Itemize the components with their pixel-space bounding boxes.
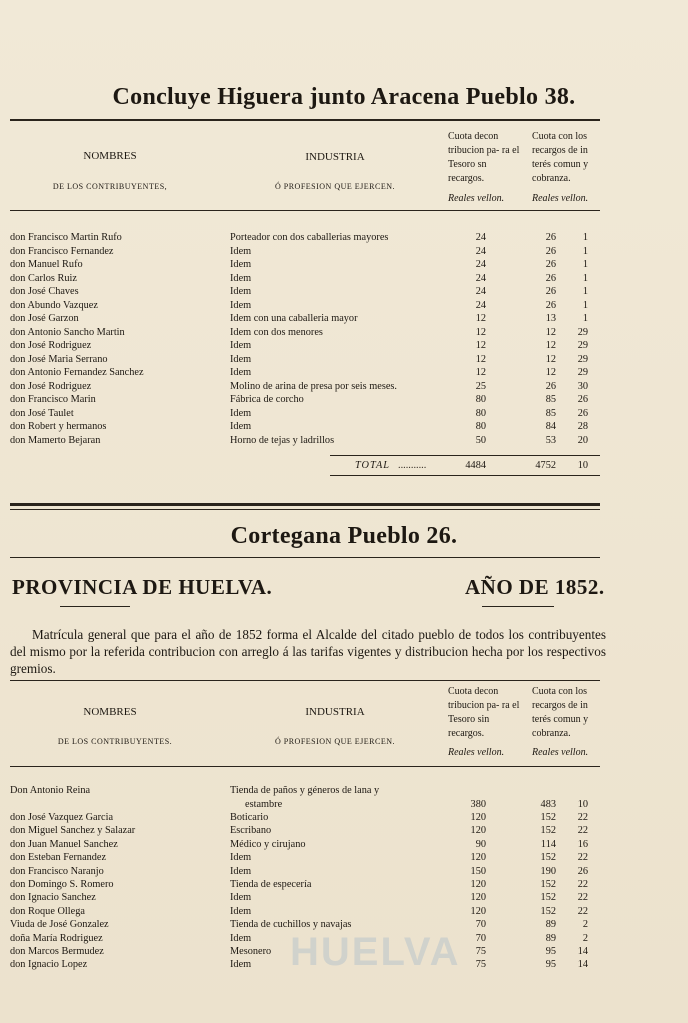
row-q2: 152 (540, 812, 556, 823)
row-name: don José Maria Serrano (10, 353, 108, 365)
row-q3: 2 (582, 919, 588, 931)
row-q3: 22 (577, 892, 588, 904)
table-row (0, 245, 688, 258)
row-industria: Mesonero (230, 946, 272, 957)
col2-cuota2-unit: Reales vellon. (532, 747, 589, 758)
row-q3: 29 (577, 367, 588, 378)
row-q1: 24 (475, 272, 486, 284)
row-name: don Juan Manuel Sanchez (10, 838, 118, 850)
row-q1: 120 (470, 852, 486, 864)
row-name: don Ignacio Sanchez (10, 892, 96, 904)
row-q2: 95 (545, 946, 556, 957)
header2-rule-top (10, 680, 600, 681)
table-row (0, 798, 688, 811)
col2-cuota1-unit: Reales vellon. (448, 747, 505, 758)
col-nombres-header: NOMBRES (83, 150, 137, 162)
row-name: don Francisco Naranjo (10, 865, 104, 877)
row-industria: Idem (230, 852, 252, 864)
row-industria: Idem (230, 299, 252, 311)
row-industria: Tienda de cuchillos y navajas (230, 919, 352, 931)
row-name: don Carlos Ruiz (10, 272, 77, 284)
table-row (0, 878, 688, 891)
total-dots: ........... (398, 460, 427, 471)
row-name: don Domingo S. Romero (10, 879, 114, 890)
row-name: don Antonio Sancho Martin (10, 326, 125, 338)
table-row (0, 272, 688, 285)
row-industria: Idem (230, 905, 252, 917)
row-industria: Idem (230, 865, 252, 877)
table-row (0, 299, 688, 312)
col-cuota2-header: Cuota con los recargos de in terés comun y cobranza. (532, 131, 589, 184)
row-industria: Idem (230, 272, 252, 284)
row-q3: 14 (577, 959, 588, 971)
row-name: don Francisco Martin Rufo (10, 232, 122, 243)
anio-ornament (482, 606, 554, 607)
row-q2: 12 (545, 326, 556, 338)
row-name: don Ignacio Lopez (10, 959, 88, 971)
row-q2: 53 (545, 434, 556, 446)
col-cuota2-unit: Reales vellon. (532, 193, 589, 204)
row-q2: 84 (545, 421, 556, 432)
row-q2: 95 (545, 959, 556, 971)
row-q2: 89 (545, 932, 556, 944)
table-row (0, 353, 688, 366)
row-name: don José Rodriguez (10, 380, 92, 392)
title2-rule (10, 557, 600, 558)
col2-nombres-sub: DE LOS CONTRIBUYENTES. (57, 737, 173, 746)
row-industria-cont: estambre (245, 799, 283, 810)
col-industria-sub: Ó PROFESION QUE EJERCEN. (274, 182, 395, 191)
row-q3: 1 (582, 313, 588, 324)
row-industria: Porteador con dos caballerias mayores (230, 232, 389, 243)
row-q1: 120 (470, 812, 486, 823)
table-row (0, 258, 688, 271)
row-q3: 22 (577, 852, 588, 864)
row-industria: Tienda de especería (230, 879, 312, 890)
row-q2: 26 (545, 272, 556, 284)
row-q1: 12 (475, 367, 486, 378)
row-q2: 190 (540, 865, 556, 877)
row-q1: 70 (475, 932, 486, 944)
row-q3: 22 (577, 825, 588, 837)
col2-industria-header: INDUSTRIA (305, 706, 365, 718)
row-q1: 24 (475, 232, 486, 243)
row-q1: 120 (470, 825, 486, 837)
table-row (0, 891, 688, 904)
row-q1: 90 (475, 838, 486, 850)
table-row (0, 851, 688, 864)
row-name: don José Vazquez Garcia (10, 812, 114, 823)
table-row (0, 811, 688, 824)
row-q2: 152 (540, 905, 556, 917)
row-q1: 120 (470, 879, 486, 890)
row-q1: 120 (470, 892, 486, 904)
col2-cuota1-header: Cuota decon tribucion pa- ra el Tesoro sin recargos. (448, 686, 520, 739)
row-industria: Idem (230, 932, 252, 944)
row-q3: 28 (577, 421, 588, 432)
total-rule-top (330, 455, 600, 456)
row-q1: 80 (475, 394, 486, 405)
row-industria: Idem (230, 340, 252, 351)
row-q1: 12 (475, 353, 486, 365)
row-q2: 13 (545, 313, 556, 324)
row-industria: Idem (230, 245, 252, 257)
row-name: don Roque Ollega (10, 905, 85, 917)
col-cuota1-header: Cuota decon tribucion pa- ra el Tesoro sn recargos. (448, 131, 520, 184)
row-name: Viuda de José Gonzalez (10, 919, 109, 931)
row-industria: Idem (230, 421, 252, 432)
row-q1: 50 (475, 434, 486, 446)
row-q1: 75 (475, 959, 486, 971)
row-q2: 483 (540, 799, 556, 810)
section2-title: Cortegana Pueblo 26. (230, 523, 458, 549)
row-name: don José Chaves (10, 286, 79, 297)
row-q1: 24 (475, 245, 486, 257)
row-industria: Médico y cirujano (230, 838, 306, 850)
row-industria: Idem con una caballeria mayor (230, 313, 358, 324)
row-q3: 14 (577, 946, 588, 957)
table-row (0, 339, 688, 352)
row-q2: 152 (540, 852, 556, 864)
table-row (0, 865, 688, 878)
row-industria: Idem (230, 892, 252, 904)
row-q2: 12 (545, 353, 556, 365)
row-industria: Escribano (230, 825, 272, 837)
row-q3: 26 (577, 865, 588, 877)
total-rule-bottom (330, 475, 600, 476)
row-q1: 24 (475, 286, 486, 297)
row-q1: 12 (475, 326, 486, 338)
table-row (0, 420, 688, 433)
row-q2: 26 (545, 299, 556, 311)
col2-industria-sub: Ó PROFESION QUE EJERCEN. (274, 737, 395, 746)
row-q3: 22 (577, 879, 588, 890)
row-q1: 25 (475, 380, 486, 392)
row-industria: Molino de arina de presa por seis meses. (230, 380, 397, 392)
row-q1: 24 (475, 299, 486, 311)
row-q1: 70 (475, 919, 486, 931)
row-q2: 85 (545, 394, 556, 405)
row-q1: 12 (475, 313, 486, 324)
table-row (0, 231, 688, 244)
row-name: don Antonio Fernandez Sanchez (10, 367, 144, 378)
provincia-ornament (60, 606, 130, 607)
watermark-logo: HUELVA (290, 930, 461, 974)
row-q1: 75 (475, 946, 486, 957)
row-industria: Tienda de paños y géneros de lana y (230, 785, 380, 796)
row-q2: 26 (545, 380, 556, 392)
row-q2: 85 (545, 407, 556, 419)
header2-rule (10, 766, 600, 767)
col-cuota1-unit: Reales vellon. (448, 193, 505, 204)
row-q1: 150 (470, 865, 486, 877)
total-label: TOTAL (355, 460, 390, 471)
table-row (0, 326, 688, 339)
table-row (0, 434, 688, 447)
row-q2: 89 (545, 919, 556, 931)
row-industria: Boticario (230, 812, 269, 823)
table-row (0, 312, 688, 325)
col2-cuota2-header: Cuota con los recargos de in terés comun y cobranza. (532, 686, 589, 739)
title-rule (10, 119, 600, 121)
row-q3: 1 (582, 245, 588, 257)
matricula-paragraph: Matrícula general que para el año de 1852 forma el Alcalde del citado pueblo de todos los contribuyentes del mismo por la referida contribucion con arreglo á las tarifas vigentes y distribucion hecha por los respectivos gremios. (10, 627, 606, 676)
row-industria: Idem (230, 353, 252, 365)
col2-nombres-header: NOMBRES (83, 706, 137, 718)
row-q2: 26 (545, 259, 556, 270)
row-q2: 26 (545, 286, 556, 297)
row-q3: 1 (582, 259, 588, 270)
row-q2: 152 (540, 892, 556, 904)
total-q2: 4752 (535, 460, 556, 471)
row-industria: Idem (230, 407, 252, 419)
row-industria: Idem (230, 367, 252, 378)
table-row (0, 824, 688, 837)
section1-title: Concluye Higuera junto Aracena Pueblo 38. (112, 84, 576, 110)
row-name: don Manuel Rufo (10, 259, 83, 270)
row-q3: 22 (577, 812, 588, 823)
provincia-label: PROVINCIA DE HUELVA. (12, 575, 273, 599)
row-q2: 12 (545, 367, 556, 378)
table-row (0, 838, 688, 851)
table-row (0, 784, 688, 797)
row-q3: 29 (577, 340, 588, 351)
row-q3: 1 (582, 272, 588, 284)
row-q3: 22 (577, 905, 588, 917)
total-q3: 10 (577, 460, 588, 471)
row-q1: 12 (475, 340, 486, 351)
total-q1: 4484 (465, 460, 486, 471)
row-name: don José Taulet (10, 407, 74, 419)
row-industria: Idem (230, 286, 252, 297)
row-industria: Idem con dos menores (230, 326, 323, 338)
row-q2: 12 (545, 340, 556, 351)
col-industria-header: INDUSTRIA (305, 151, 365, 163)
table-row (0, 285, 688, 298)
header-rule (10, 210, 600, 211)
row-q2: 152 (540, 879, 556, 890)
row-q2: 26 (545, 245, 556, 257)
row-q2: 114 (540, 838, 556, 850)
row-q3: 1 (582, 299, 588, 311)
row-name: don José Garzon (10, 313, 79, 324)
row-q3: 16 (577, 838, 588, 850)
row-q2: 152 (540, 825, 556, 837)
row-name: don José Rodriguez (10, 340, 92, 351)
row-q3: 30 (577, 380, 588, 392)
row-name: don Esteban Fernandez (10, 852, 107, 864)
row-industria: Horno de tejas y ladrillos (230, 434, 335, 446)
col-nombres-sub: DE LOS CONTRIBUYENTES, (52, 182, 168, 191)
row-q1: 80 (475, 421, 486, 432)
row-q3: 1 (582, 232, 588, 243)
table-row (0, 393, 688, 406)
row-industria: Idem (230, 259, 252, 270)
table-row (0, 366, 688, 379)
row-industria: Fábrica de corcho (230, 394, 304, 405)
row-name: don Robert y hermanos (10, 421, 107, 432)
row-name: don Miguel Sanchez y Salazar (10, 825, 136, 837)
row-name: doña María Rodriguez (10, 932, 103, 944)
row-q2: 26 (545, 232, 556, 243)
anio-label: AÑO DE 1852. (465, 575, 605, 599)
row-q3: 10 (577, 799, 588, 810)
row-q1: 80 (475, 407, 486, 419)
row-q3: 26 (577, 407, 588, 419)
section-divider-thin (10, 509, 600, 510)
total-row (0, 459, 688, 472)
table-row (0, 407, 688, 420)
row-q3: 20 (577, 434, 588, 446)
row-name: Don Antonio Reina (10, 785, 91, 796)
row-q3: 1 (582, 286, 588, 297)
row-q3: 2 (582, 932, 588, 944)
row-q3: 26 (577, 394, 588, 405)
row-name: don Marcos Bermudez (10, 946, 104, 957)
section-divider (10, 503, 600, 506)
row-name: don Mamerto Bejaran (10, 434, 101, 446)
row-q1: 24 (475, 259, 486, 270)
row-q1: 380 (470, 799, 486, 810)
row-q1: 120 (470, 905, 486, 917)
table-row (0, 380, 688, 393)
row-name: don Francisco Fernandez (10, 245, 114, 257)
row-q3: 29 (577, 353, 588, 365)
row-name: don Abundo Vazquez (10, 299, 98, 311)
row-name: don Francisco Marin (10, 394, 96, 405)
row-q3: 29 (577, 326, 588, 338)
table-row (0, 905, 688, 918)
row-industria: Idem (230, 959, 252, 971)
